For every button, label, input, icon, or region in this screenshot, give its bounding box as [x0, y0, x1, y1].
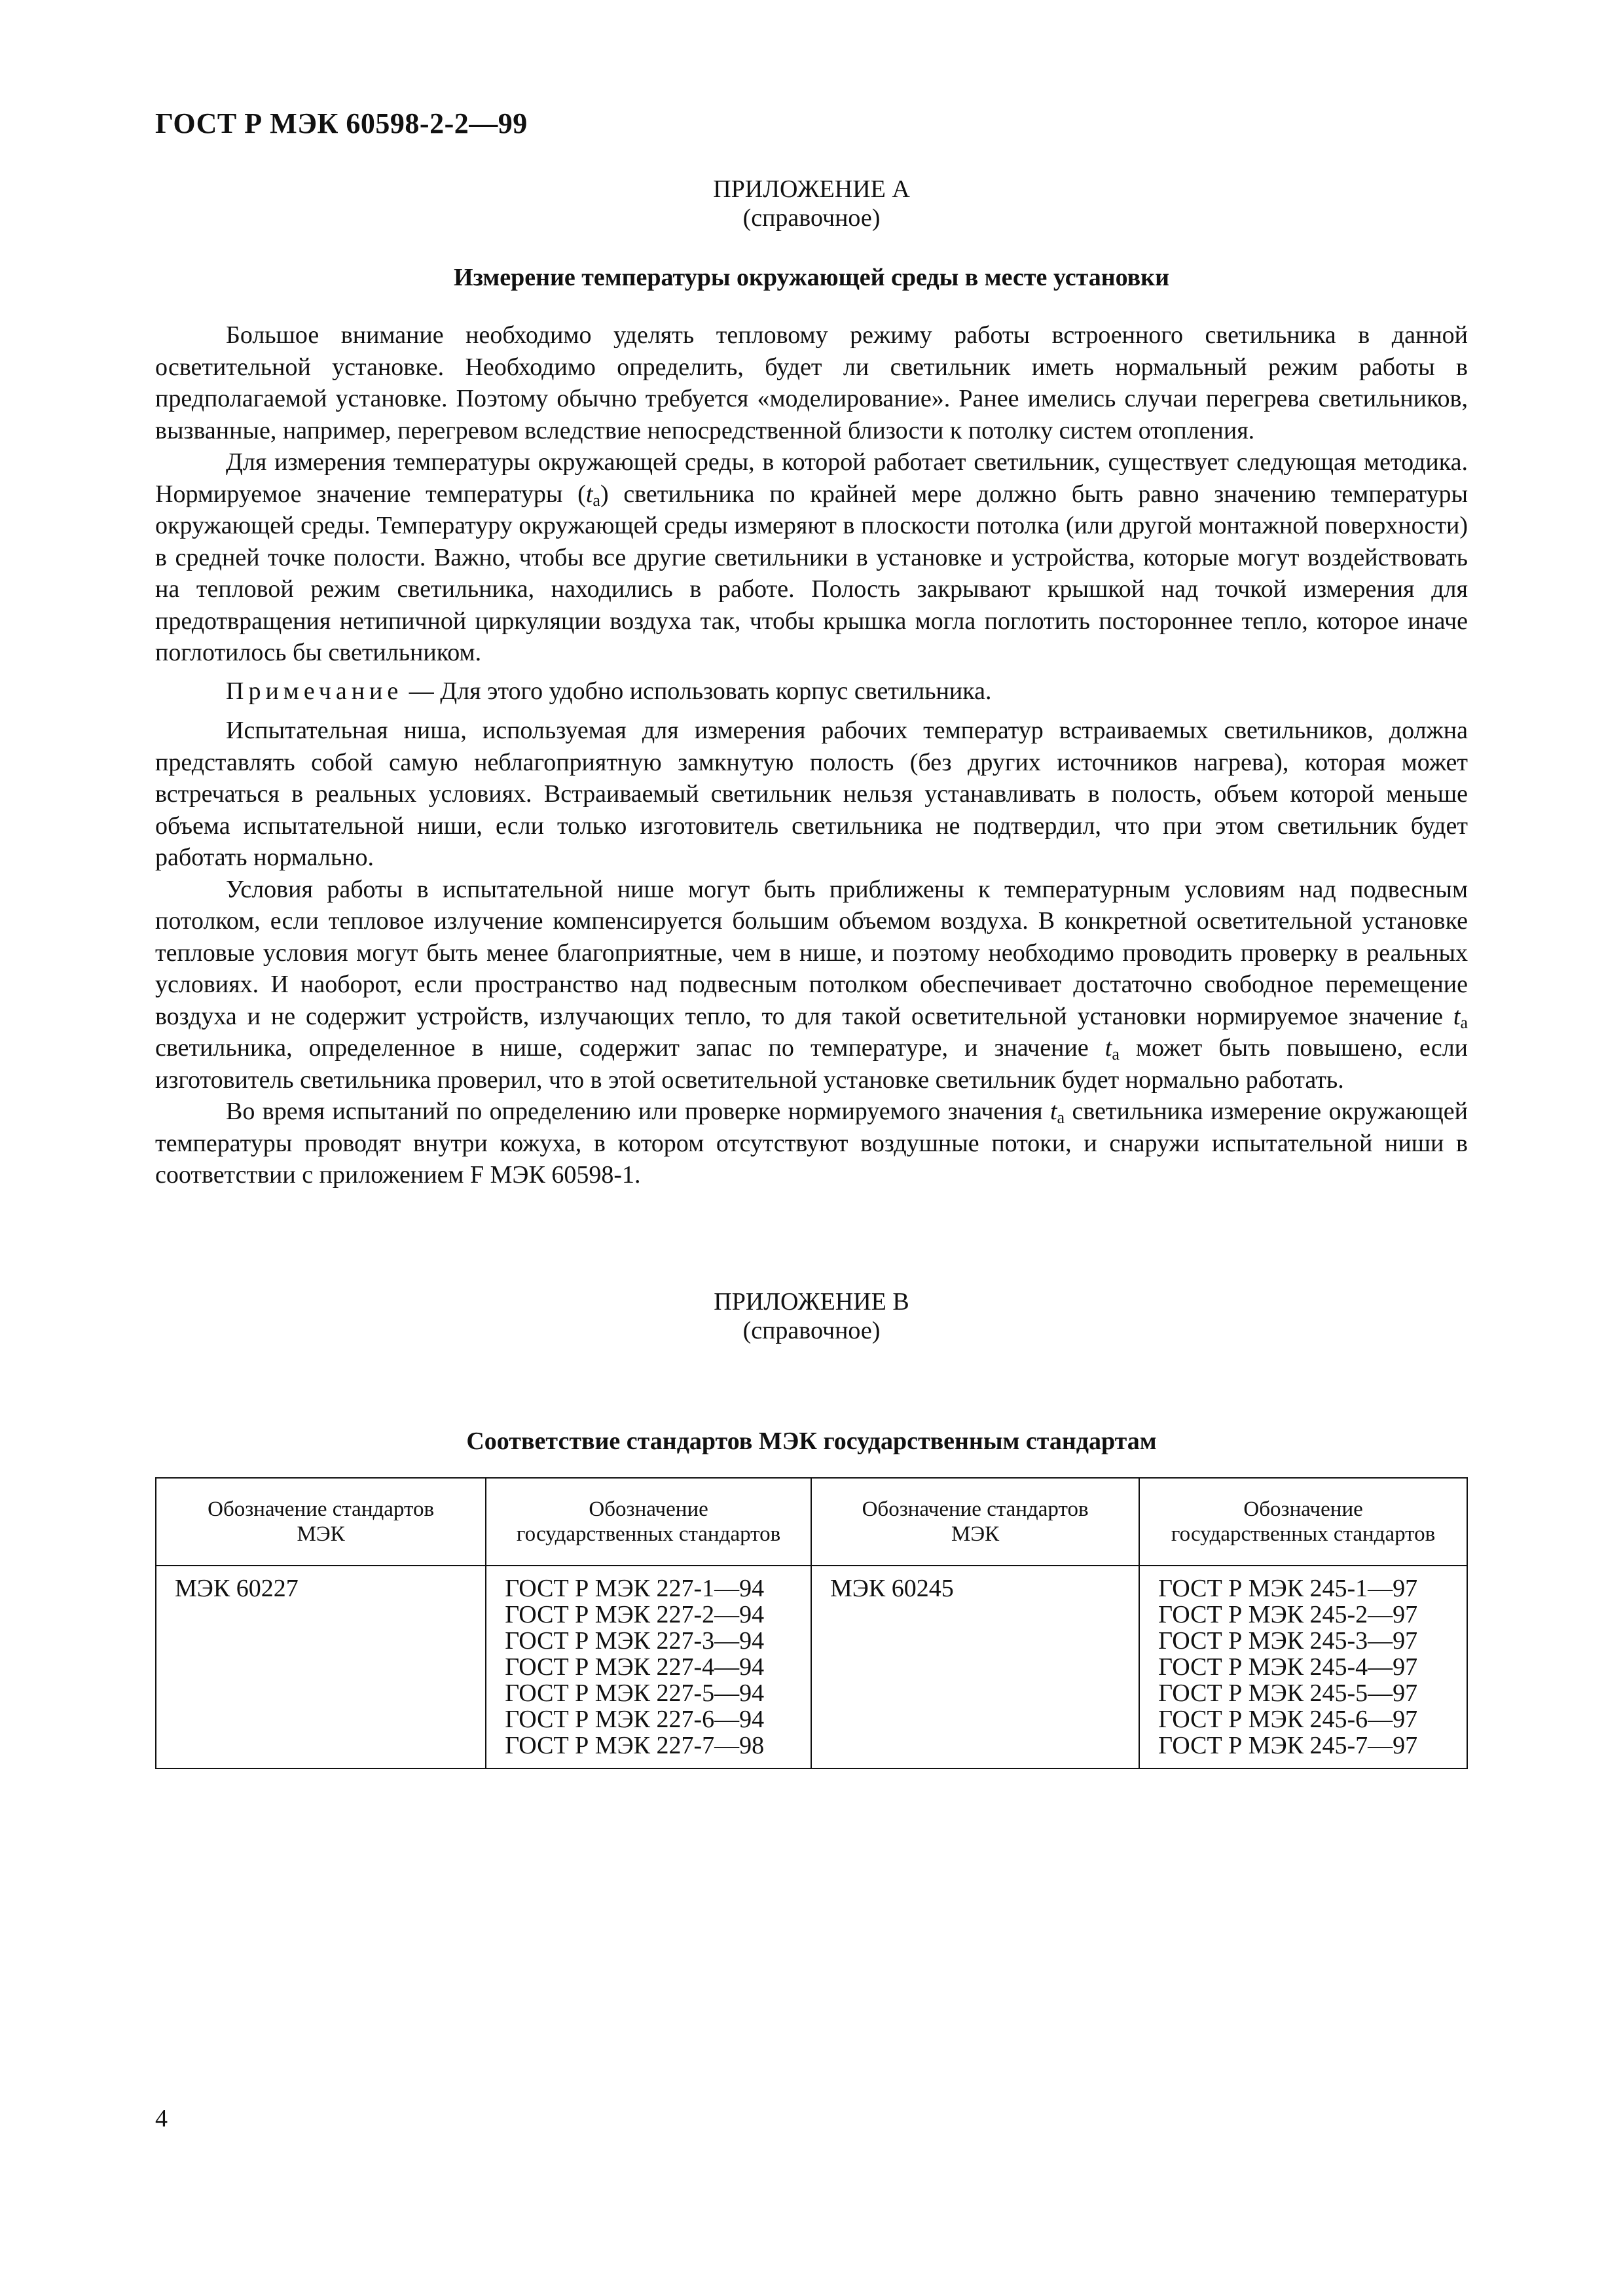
document-id: ГОСТ Р МЭК 60598-2-2—99 — [155, 107, 528, 139]
appendix-a-title: ПРИЛОЖЕНИЕ А — [713, 175, 910, 203]
header-gost-1: Обозначение государственных стандартов — [486, 1478, 811, 1566]
note-label: Примечание — [226, 677, 403, 705]
header-iec-2: Обозначение стандартов МЭК — [811, 1478, 1139, 1566]
table-header-row — [156, 1478, 1467, 1566]
header-iec-1: Обозначение стандартов МЭК — [156, 1478, 486, 1566]
cell-iec-60227: МЭК 60227 — [156, 1566, 486, 1768]
appendix-a-subtitle: (справочное) — [742, 204, 881, 232]
header-gost-2: Обозначение государственных стандартов — [1139, 1478, 1467, 1566]
page-number: 4 — [155, 2105, 168, 2132]
cell-gost-245-list: ГОСТ Р МЭК 245-1—97 ГОСТ Р МЭК 245-2—97 ГОСТ Р МЭК 245-3—97 ГОСТ Р МЭК 245-4—97 ГОСТ Р МЭК 245-5—97 ГОСТ Р МЭК 245-6—97 ГОСТ Р МЭК 245-7—97 — [1139, 1566, 1467, 1768]
cell-gost-227-list: ГОСТ Р МЭК 227-1—94 ГОСТ Р МЭК 227-2—94 ГОСТ Р МЭК 227-3—94 ГОСТ Р МЭК 227-4—94 ГОСТ Р МЭК 227-5—94 ГОСТ Р МЭК 227-6—94 ГОСТ Р МЭК 227-7—98 — [486, 1566, 811, 1768]
table-row — [156, 1566, 1467, 1768]
paragraph: Большое внимание необходимо уделять тепловому режиму работы встроенного светильника в данной осветительной установке. Необходимо определить, будет ли светильник иметь нормальный режим работы в предполагаемой установке. Поэтому обычно требуется «моделирование». Ранее имелись случаи перегрева светильников, вызванные, например, перегревом вследствие непосредственной близости к потолку систем отопления. — [155, 321, 1468, 444]
cell-iec-60245: МЭК 60245 — [811, 1566, 1139, 1768]
note — [155, 675, 1468, 708]
paragraph: Условия работы в испытательной нише могут быть приближены к температурным условиям над подвесным потолком, если тепловое излучение компенсируется большим объемом воздуха. В конкретной осветительной установке тепловые условия могут быть менее благоприятные, чем в нише, и поэтому необходимо проводить проверку в реальных условиях. И наоборот, если пространство над подвесным потолком обеспечивает достаточно свободное перемещение воздуха и не содержит устройств, излучающих тепло, то для такой осветительной установки нормируемое значение $t_a$ светильника, определенное в нише, содержит запас по температуре, и значение $t_a$ может быть повышено, если изготовитель светильника проверил, что в этой осветительной установке светильник будет нормально работать. — [155, 875, 1468, 1094]
paragraph: Для измерения температуры окружающей среды, в которой работает светильник, существует следующая методика. Нормируемое значение температуры $(t_a)$ светильника по крайней мере должно быть равно значению температуры окружающей среды. Температуру окружающей среды измеряют в плоскости потолка (или другой монтажной поверхности) в средней точке полости. Важно, чтобы все другие светильники в установке и устройства, которые могут воздействовать на тепловой режим светильника, находились в работе. Полость закрывают крышкой над точкой измерения для предотвращения нетипичной циркуляции воздуха так, чтобы крышка могла поглотить постороннее тепло, которое иначе поглотилось бы светильником. — [155, 448, 1468, 666]
standards-correspondence-table — [155, 1477, 1468, 1769]
appendix-b-subtitle: (справочное) — [742, 1317, 881, 1344]
appendix-a-body — [155, 319, 1468, 1191]
appendix-a-heading: Измерение температуры окружающей среды в месте установки — [454, 264, 1169, 291]
appendix-b-title: ПРИЛОЖЕНИЕ В — [714, 1288, 909, 1316]
paragraph: Во время испытаний по определению или проверке нормируемого значения $t_a$ светильника измерение окружающей температуры проводят внутри кожуха, в котором отсутствуют воздушные потоки, и снаружи испытательной ниши в соответствии с приложением F МЭК 60598-1. — [155, 1098, 1468, 1189]
note-text: — Для этого удобно использовать корпус светильника. — [403, 677, 992, 705]
appendix-b-heading: Соответствие стандартов МЭК государственным стандартам — [466, 1427, 1157, 1455]
paragraph: Испытательная ниша, используемая для измерения рабочих температур встраиваемых светильников, должна представлять собой самую неблагоприятную замкнутую полость (без других источников нагрева), которая может встречаться в реальных условиях. Встраиваемый светильник нельзя устанавливать в полость, объем которой меньше объема испытательной ниши, если только изготовитель светильника не подтвердил, что при этом светильник будет работать нормально. — [155, 717, 1468, 871]
